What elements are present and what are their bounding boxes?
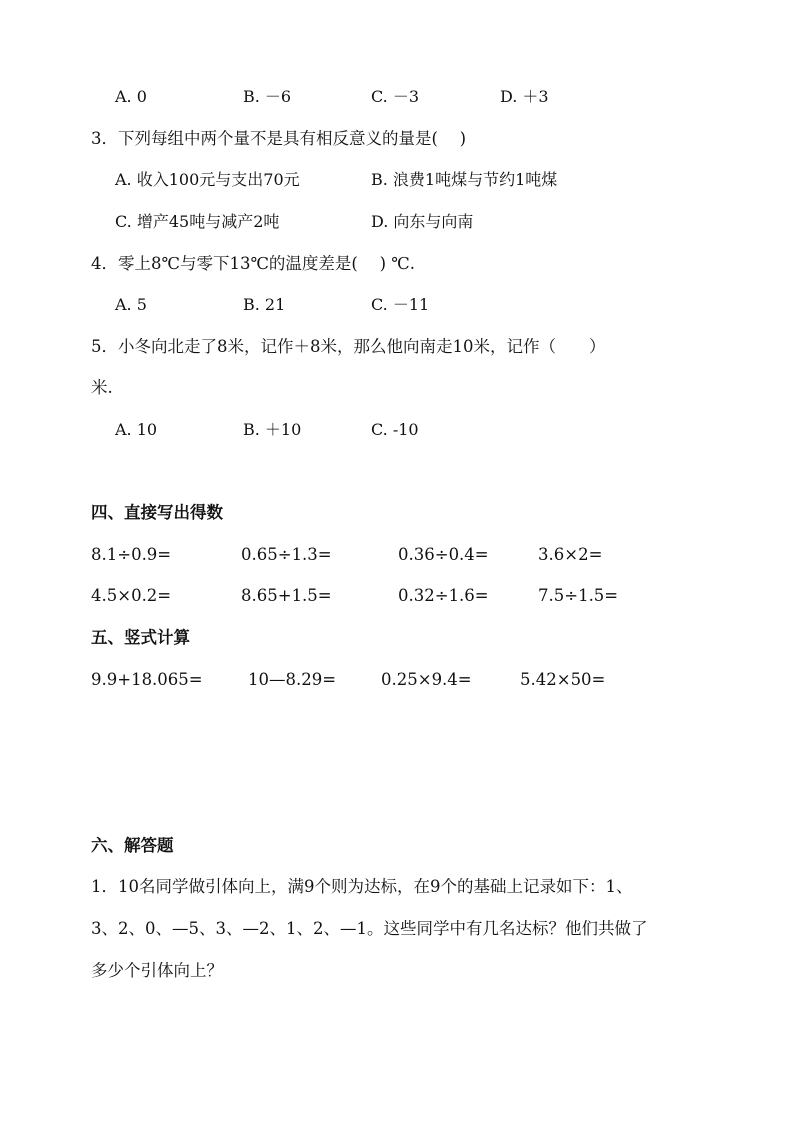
- q3-text: 3．下列每组中两个量不是具有相反意义的量是( ): [91, 129, 467, 148]
- q4-option-a: A. 5: [115, 295, 147, 314]
- section5-title: 五、竖式计算: [91, 628, 190, 647]
- q4-text: 4．零上8℃与零下13℃的温度差是( ) ℃.: [91, 254, 415, 273]
- s4-r1-c1: 8.1÷0.9=: [91, 545, 172, 564]
- q5-option-c: C. -10: [371, 420, 419, 439]
- q3-option-a: A. 收入100元与支出70元: [115, 170, 300, 189]
- s4-r1-c3: 0.36÷0.4=: [398, 545, 489, 564]
- q5-text-line1: 5．小冬向北走了8米，记作＋8米，那么他向南走10米，记作（ ）: [91, 337, 606, 356]
- q5-text-line2: 米.: [91, 378, 113, 397]
- q2-option-d: D. ＋3: [500, 87, 549, 106]
- s5-r1-c2: 10—8.29=: [248, 670, 337, 689]
- s4-r2-c3: 0.32÷1.6=: [398, 586, 489, 605]
- s6-q1-line2: 3、2、0、—5、3、—2、1、2、—1。这些同学中有几名达标？他们共做了: [91, 919, 648, 938]
- q4-option-c: C. －11: [371, 295, 430, 314]
- s5-r1-c3: 0.25×9.4=: [381, 670, 472, 689]
- s4-r1-c2: 0.65÷1.3=: [241, 545, 332, 564]
- q5-option-b: B. ＋10: [243, 420, 302, 439]
- q3-option-d: D. 向东与向南: [371, 212, 474, 231]
- s6-q1-line1: 1．10名同学做引体向上，满9个则为达标，在9个的基础上记录如下：1、: [91, 877, 633, 896]
- s4-r1-c4: 3.6×2=: [538, 545, 603, 564]
- q5-option-a: A. 10: [115, 420, 158, 439]
- q2-option-a: A. 0: [115, 87, 147, 106]
- q3-option-b: B. 浪费1吨煤与节约1吨煤: [371, 170, 558, 189]
- section6-title: 六、解答题: [91, 836, 174, 855]
- s4-r2-c4: 7.5÷1.5=: [538, 586, 619, 605]
- s6-q1-line3: 多少个引体向上？: [91, 961, 223, 980]
- q2-option-c: C. －3: [371, 87, 420, 106]
- q2-option-b: B. －6: [243, 87, 292, 106]
- s4-r2-c2: 8.65+1.5=: [241, 586, 332, 605]
- q3-option-c: C. 增产45吨与减产2吨: [115, 212, 280, 231]
- s5-r1-c4: 5.42×50=: [520, 670, 606, 689]
- section4-title: 四、直接写出得数: [91, 503, 223, 522]
- s4-r2-c1: 4.5×0.2=: [91, 586, 172, 605]
- q4-option-b: B. 21: [243, 295, 286, 314]
- s5-r1-c1: 9.9+18.065=: [91, 670, 203, 689]
